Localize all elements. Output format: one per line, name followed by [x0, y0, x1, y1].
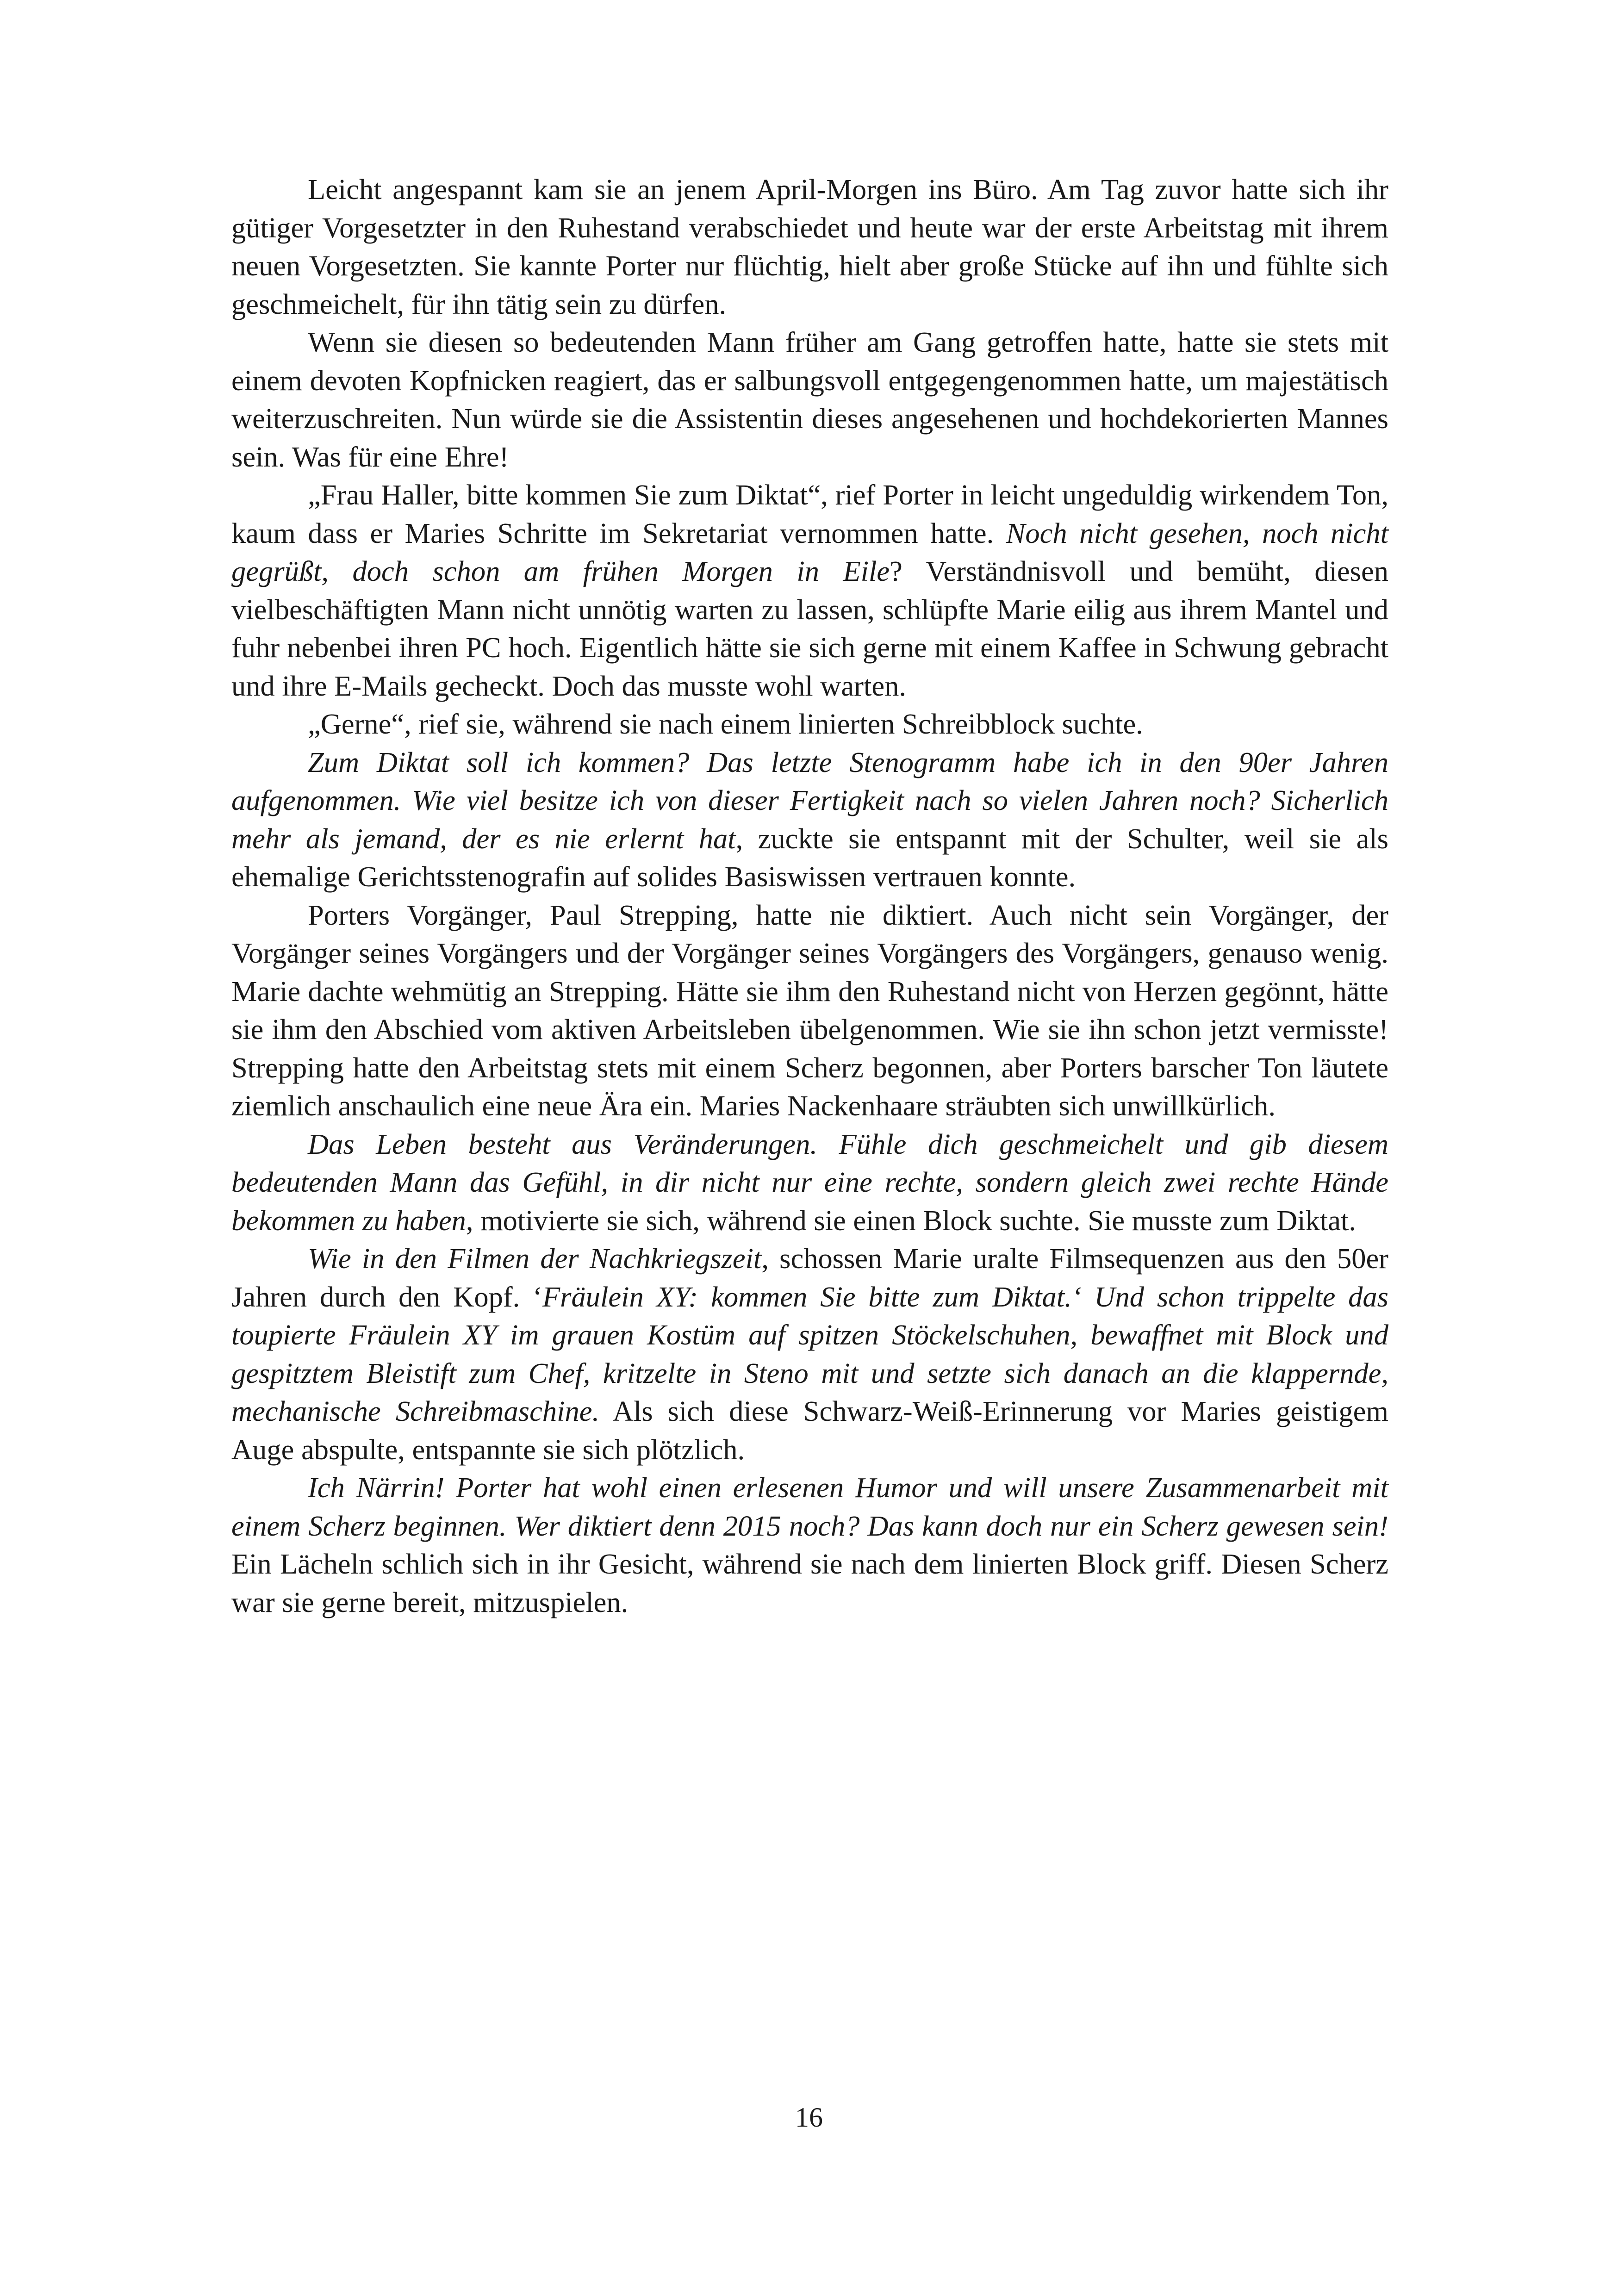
text-segment: „Gerne“, rief sie, während sie nach einem linierten Schreibblock suchte. — [308, 708, 1143, 740]
text-segment: Ein Lächeln schlich sich in ihr Gesicht, während sie nach dem linierten Block griff. Diesen Scherz war sie gerne bereit, mitzuspielen. — [231, 1548, 1388, 1618]
paragraph — [231, 1239, 1388, 1468]
text-segment: , motivierte sie sich, während sie einen Block suchte. Sie musste zum Diktat. — [466, 1204, 1356, 1237]
text-segment: Als sich diese Schwarz-Weiß-Erinnerung vor Maries geistigem Auge abspulte, entspannte sie sich plötzlich. — [231, 1395, 1389, 1466]
paragraph — [231, 705, 1388, 743]
italic-text-segment: Zum Diktat soll ich kommen? Das letzte Stenogramm habe ich in den 90er Jahren aufgenommen. Wie viel besitze ich von dieser Fertigkeit nach so vielen Jahren noch? Sicherlich mehr als jemand, der es nie erlernt hat — [231, 746, 1388, 855]
text-segment: , schossen Marie uralte Filmsequenzen aus den 50er Jahren durch den Kopf. ‘ — [231, 1242, 1388, 1313]
page-number: 16 — [795, 2102, 823, 2133]
paragraph — [231, 323, 1388, 476]
paragraph — [231, 476, 1388, 705]
text-segment: ? Verständnisvoll und bemüht, diesen vielbeschäftigten Mann nicht unnötig warten zu lassen, schlüpfte Marie eilig aus ihrem Mantel und fuhr nebenbei ihren PC hoch. Eigentlich hätte sie sich gerne mit einem Kaffee in Schwung gebracht und ihre E-Mails gecheckt. Doch das musste wohl warten. — [231, 555, 1388, 702]
text-segment: Wenn sie diesen so bedeutenden Mann früher am Gang getroffen hatte, hatte sie stets mit einem devoten Kopfnicken reagiert, das er salbungsvoll entgegengenommen hatte, um majestätisch weiterzuschreiten. Nun würde sie die Assistentin dieses angesehenen und hochdekorierten Mannes sein. Was für eine Ehre! — [231, 326, 1388, 473]
italic-text-segment: Das Leben besteht aus Veränderungen. Fühle dich geschmeichelt und gib diesem bedeutenden Mann das Gefühl, in dir nicht nur eine rechte, sondern gleich zwei rechte Hände bekommen zu haben — [231, 1127, 1388, 1237]
paragraph — [231, 896, 1388, 1125]
paragraph — [231, 1468, 1388, 1621]
paragraph — [231, 170, 1388, 323]
paragraph — [231, 743, 1388, 896]
text-segment: Leicht angespannt kam sie an jenem April-Morgen ins Büro. Am Tag zuvor hatte sich ihr gütiger Vorgesetzter in den Ruhestand verabschiedet und heute war der erste Arbeitstag mit ihrem neuen Vorgesetzten. Sie kannte Porter nur flüchtig, hielt aber große Stücke auf ihn und fühlte sich geschmeichelt, für ihn tätig sein zu dürfen. — [231, 173, 1388, 320]
body-text — [231, 170, 1388, 1621]
paragraph — [231, 1125, 1388, 1240]
text-segment: „Frau Haller, bitte kommen Sie zum Diktat“, rief Porter in leicht ungeduldig wirkendem Ton, kaum dass er Maries Schritte im Sekretariat vernommen hatte. — [231, 479, 1388, 549]
italic-text-segment: Fräulein XY: kommen Sie bitte zum Diktat.‘ Und schon trippelte das toupierte Fräulein XY im grauen Kostüm auf spitzen Stöckelschuhen, bewaffnet mit Block und gespitztem Bleistift zum Chef, kritzelte in Steno mit und setzte sich danach an die klappernde, mechanische Schreibmaschine. — [231, 1280, 1389, 1427]
italic-text-segment: Ich Närrin! Porter hat wohl einen erlesenen Humor und will unsere Zusammenarbeit mit einem Scherz beginnen. Wer diktiert denn 2015 noch? Das kann doch nur ein Scherz gewesen sein! — [231, 1471, 1388, 1542]
italic-text-segment: Wie in den Filmen der Nachkriegszeit — [308, 1242, 762, 1275]
italic-text-segment: Noch nicht gesehen, noch nicht gegrüßt, doch schon am frühen Morgen in Eile — [231, 516, 1388, 587]
text-segment: Porters Vorgänger, Paul Strepping, hatte nie diktiert. Auch nicht sein Vorgänger, der Vorgänger seines Vorgängers und der Vorgänger seines Vorgängers des Vorgängers, genauso wenig. Marie dachte wehmütig an Strepping. Hätte sie ihm den Ruhestand nicht von Herzen gegönnt, hätte sie ihm den Abschied vom aktiven Arbeitsleben übelgenommen. Wie sie ihn schon jetzt vermisste! Strepping hatte den Arbeitstag stets mit einem Scherz begonnen, aber Porters barscher Ton läutete ziemlich anschaulich eine neue Ära ein. Maries Nackenhaare sträubten sich unwillkürlich. — [231, 898, 1388, 1122]
text-segment: , zuckte sie entspannt mit der Schulter, weil sie als ehemalige Gerichtsstenografin auf solides Basiswissen vertrauen konnte. — [231, 822, 1388, 893]
